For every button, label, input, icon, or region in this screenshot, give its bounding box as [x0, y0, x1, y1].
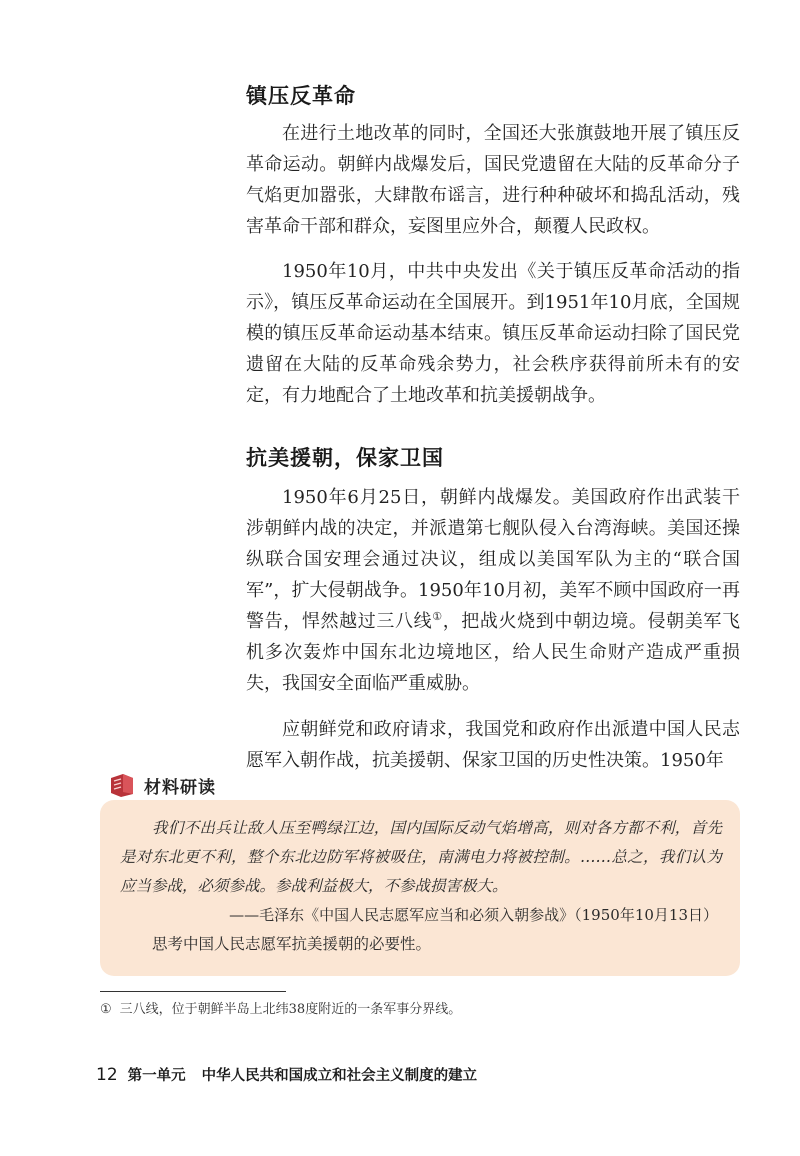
- page-number: 12: [96, 1065, 118, 1085]
- page-footer: [96, 1064, 477, 1085]
- footnote-divider: [100, 991, 286, 992]
- material-question: 思考中国人民志愿军抗美援朝的必要性。: [152, 935, 432, 953]
- section-heading-resist-us-aid-korea: 抗美援朝，保家卫国: [246, 446, 444, 470]
- footnote: [100, 1000, 461, 1020]
- material-quote: 我们不出兵让敌人压至鸭绿江边，国内国际反动气焰增高，则对各方都不利，首先是对东北更不利，整个东北边防军将被吸住，南满电力将被控制。……总之，我们认为应当参战，必须参战。参战利益极大，不参战损害极大。: [120, 819, 722, 895]
- paragraph-text: 1950年6月25日，朝鲜内战爆发。美国政府作出武装干涉朝鲜内战的决定，并派遣第七舰队侵入台湾海峡。美国还操纵联合国安理会通过决议，组成以美国军队为主的“联合国军”，扩大侵朝战争。1950年10月初，美军不顾中国政府一再警告，悍然越过三八线: [246, 487, 740, 632]
- unit-title: 中华人民共和国成立和社会主义制度的建立: [201, 1068, 478, 1084]
- material-source: ——毛泽东《中国人民志愿军应当和必须入朝参战》（1950年10月13日）: [229, 906, 718, 924]
- paragraph-text: ，把战火烧到中朝边境。侵朝美军飞机多次轰炸中国东北边境地区，给人民生命财产造成严重损失，我国安全面临严重威胁。: [246, 611, 740, 694]
- material-reading-title: 材料研读: [144, 777, 216, 798]
- unit-label: 第一单元: [127, 1068, 186, 1084]
- book-icon: [108, 772, 136, 798]
- paragraph: [246, 482, 740, 699]
- footnote-text: 三八线，位于朝鲜半岛上北纬38度附近的一条军事分界线。: [119, 1002, 462, 1017]
- footnote-reference[interactable]: ①: [432, 610, 443, 623]
- material-reading-box: [100, 800, 740, 976]
- footnote-marker: ①: [100, 1002, 112, 1017]
- paragraph: 应朝鲜党和政府请求，我国党和政府作出派遣中国人民志愿军入朝作战，抗美援朝、保家卫国的历史性决策。1950年: [246, 719, 740, 771]
- paragraph: 在进行土地改革的同时，全国还大张旗鼓地开展了镇压反革命运动。朝鲜内战爆发后，国民党遗留在大陆的反革命分子气焰更加嚣张，大肆散布谣言，进行种种破坏和捣乱活动，残害革命干部和群众，妄图里应外合，颠覆人民政权。: [246, 123, 740, 237]
- section-heading-suppress-counterrevolution: 镇压反革命: [246, 84, 356, 108]
- material-reading-header: [108, 770, 216, 800]
- paragraph: 1950年10月，中共中央发出《关于镇压反革命活动的指示》，镇压反革命运动在全国展开。到1951年10月底，全国规模的镇压反革命运动基本结束。镇压反革命运动扫除了国民党遗留在大陆的反革命残余势力，社会秩序获得前所未有的安定，有力地配合了土地改革和抗美援朝战争。: [246, 261, 740, 406]
